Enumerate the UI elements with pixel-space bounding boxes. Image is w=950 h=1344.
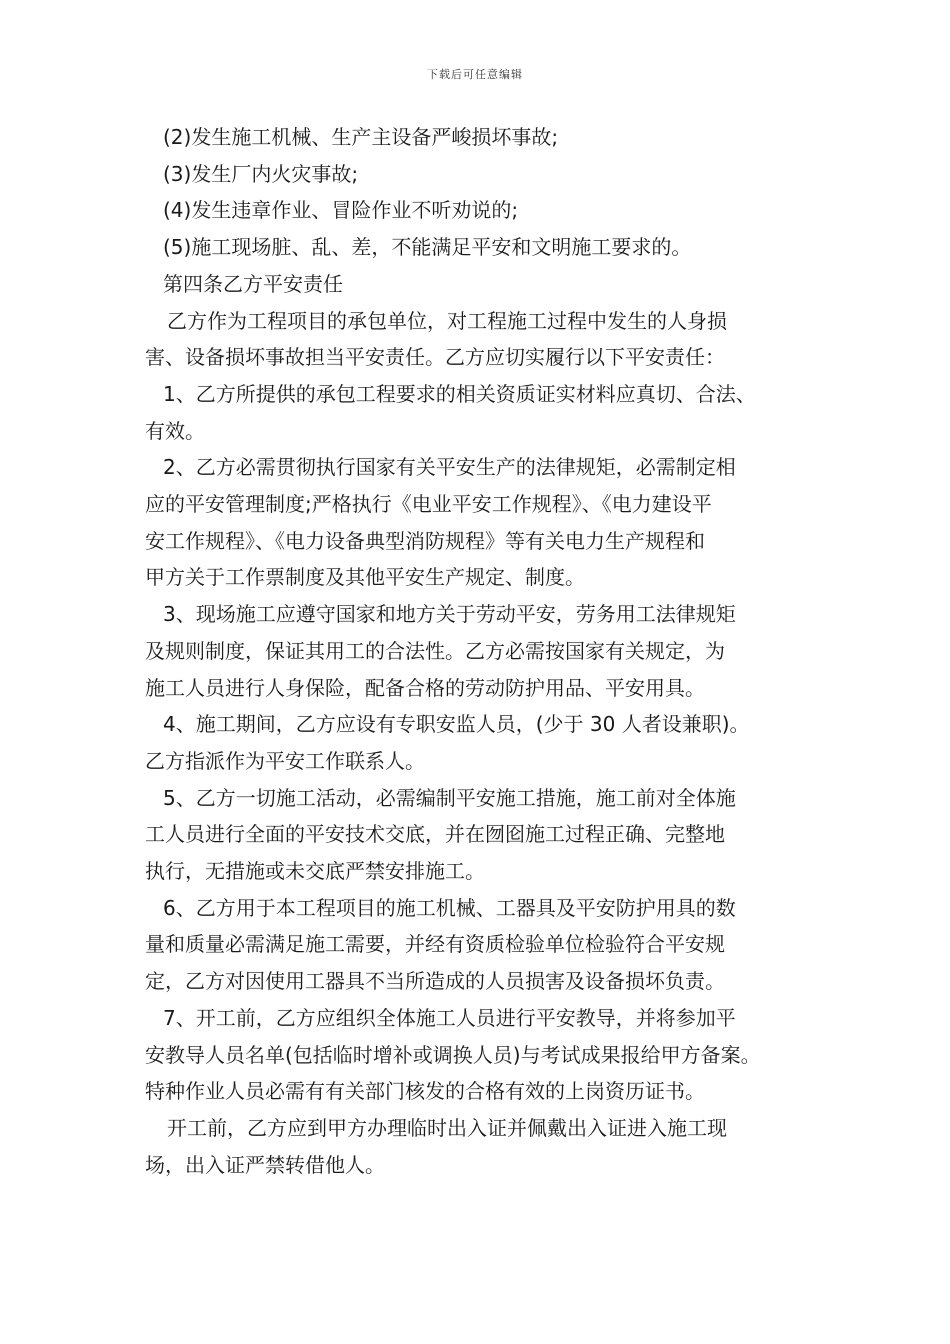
paragraph-line: 执行，无措施或未交底严禁安排施工。 <box>145 859 485 884</box>
paragraph-line: 工人员进行全面的平安技术交底，并在囫囵施工过程正确、完整地 <box>145 822 725 847</box>
paragraph-line: 安工作规程》、《电力设备典型消防规程》等有关电力生产规程和 <box>145 528 705 553</box>
paragraph-line: 乙方作为工程项目的承包单位，对工程施工过程中发生的人身损 <box>167 308 727 333</box>
paragraph-line: 4、施工期间，乙方应设有专职安监人员，(少于 30 人者设兼职)。 <box>163 712 750 737</box>
paragraph-line: 2、乙方必需贯彻执行国家有关平安生产的法律规矩，必需制定相 <box>163 455 736 480</box>
section-heading: 第四条乙方平安责任 <box>163 271 343 296</box>
document-body <box>145 119 825 1183</box>
paragraph-line: 应的平安管理制度;严格执行《电业平安工作规程》、《电力建设平 <box>145 492 712 517</box>
clause-item-5: (5)施工现场脏、乱、差，不能满足平安和文明施工要求的。 <box>163 235 692 260</box>
paragraph-line: 开工前，乙方应到甲方办理临时出入证并佩戴出入证进入施工现 <box>167 1115 727 1140</box>
paragraph-line: 甲方关于工作票制度及其他平安生产规定、制度。 <box>145 565 585 590</box>
paragraph-line: 施工人员进行人身保险，配备合格的劳动防护用品、平安用具。 <box>145 675 705 700</box>
paragraph-line: 3、现场施工应遵守国家和地方关于劳动平安，劳务用工法律规矩 <box>163 602 736 627</box>
clause-item-4: (4)发生违章作业、冒险作业不听劝说的; <box>163 198 519 223</box>
paragraph-line: 7、开工前，乙方应组织全体施工人员进行平安教导，并将参加平 <box>163 1005 736 1030</box>
paragraph-line: 有效。 <box>145 418 205 443</box>
clause-item-3: (3)发生厂内火灾事故; <box>163 161 359 186</box>
paragraph-line: 乙方指派作为平安工作联系人。 <box>145 748 425 773</box>
paragraph-line: 安教导人员名单(包括临时增补或调换人员)与考试成果报给甲方备案。 <box>145 1042 761 1067</box>
paragraph-line: 1、乙方所提供的承包工程要求的相关资质证实材料应真切、合法、 <box>163 381 756 406</box>
paragraph-line: 害、设备损坏事故担当平安责任。乙方应切实履行以下平安责任： <box>145 345 725 370</box>
paragraph-line: 场，出入证严禁转借他人。 <box>145 1152 385 1177</box>
paragraph-line: 特种作业人员必需有有关部门核发的合格有效的上岗资历证书。 <box>145 1079 705 1104</box>
paragraph-line: 5、乙方一切施工活动，必需编制平安施工措施，施工前对全体施 <box>163 785 736 810</box>
page-header: 下载后可任意编辑 <box>427 68 523 81</box>
paragraph-line: 定，乙方对因使用工器具不当所造成的人员损害及设备损坏负责。 <box>145 969 725 994</box>
paragraph-line: 6、乙方用于本工程项目的施工机械、工器具及平安防护用具的数 <box>163 895 736 920</box>
paragraph-line: 及规则制度，保证其用工的合法性。乙方必需按国家有关规定，为 <box>145 638 725 663</box>
paragraph-line: 量和质量必需满足施工需要，并经有资质检验单位检验符合平安规 <box>145 932 725 957</box>
clause-item-2: (2)发生施工机械、生产主设备严峻损坏事故; <box>163 125 559 149</box>
